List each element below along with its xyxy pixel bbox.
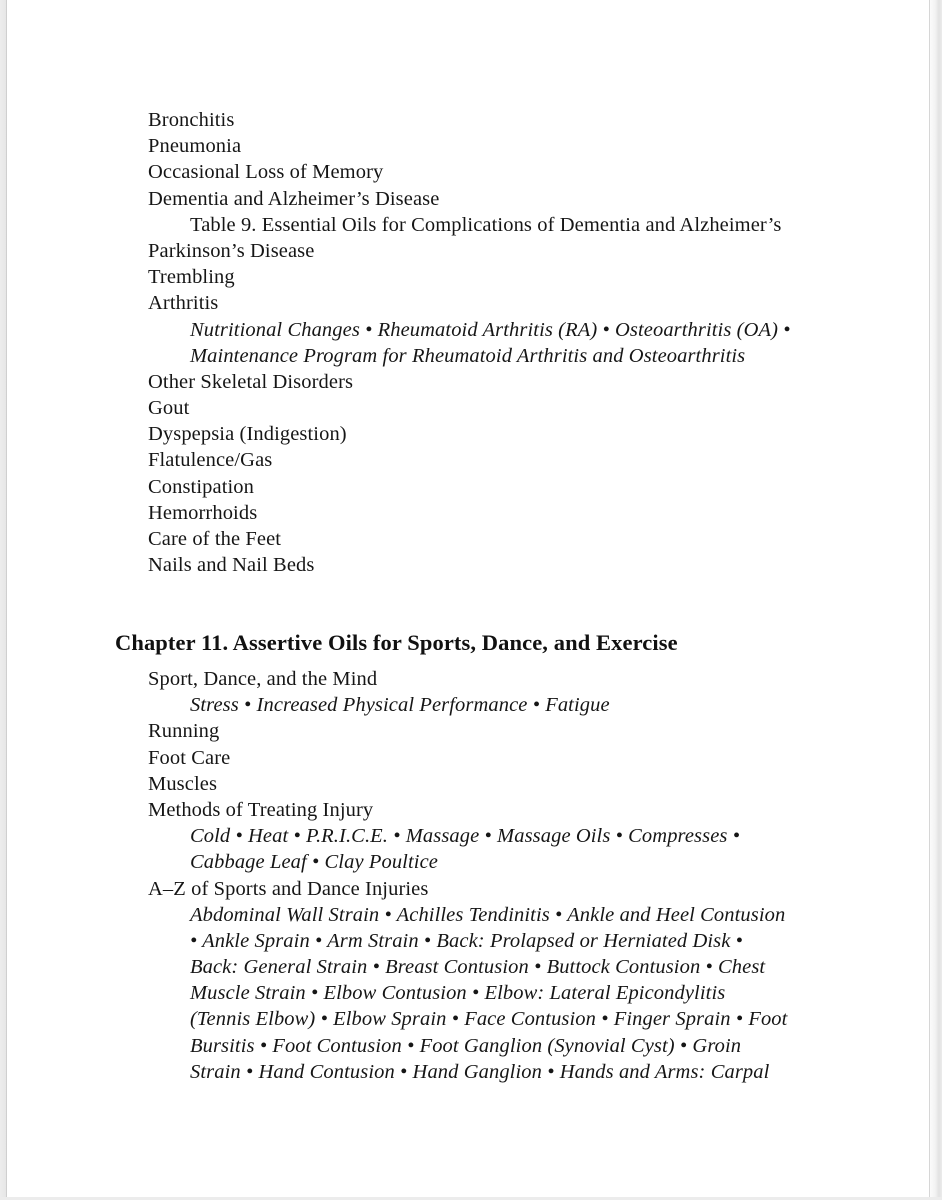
toc-entry: Running — [148, 720, 220, 743]
toc-entry: Foot Care — [148, 746, 231, 769]
toc-entry: Nutritional Changes • Rheumatoid Arthritis (RA) • Osteoarthritis (OA) • — [190, 318, 791, 341]
toc-entry: Gout — [148, 397, 190, 420]
toc-entry: Cold • Heat • P.R.I.C.E. • Massage • Massage Oils • Compresses • — [190, 825, 740, 848]
toc-entry: Strain • Hand Contusion • Hand Ganglion • Hands and Arms: Carpal — [190, 1060, 770, 1083]
chapter-heading: Chapter 11. Assertive Oils for Sports, Dance, and Exercise — [115, 630, 678, 655]
toc-entry: Abdominal Wall Strain • Achilles Tendinitis • Ankle and Heel Contusion — [190, 903, 786, 926]
toc-entry: Stress • Increased Physical Performance • Fatigue — [190, 694, 610, 717]
toc-entry: Table 9. Essential Oils for Complications of Dementia and Alzheimer’s — [190, 213, 782, 236]
toc-entry: Hemorrhoids — [148, 501, 258, 524]
toc-entry: Occasional Loss of Memory — [148, 161, 384, 184]
toc-entry: Bursitis • Foot Contusion • Foot Ganglion (Synovial Cyst) • Groin — [190, 1034, 742, 1057]
toc-entry: Parkinson’s Disease — [148, 239, 315, 262]
toc-entry: • Ankle Sprain • Arm Strain • Back: Prolapsed or Herniated Disk • — [190, 929, 743, 952]
toc-entry: Other Skeletal Disorders — [148, 370, 354, 393]
toc-entry: Dementia and Alzheimer’s Disease — [148, 187, 440, 210]
toc-entry: Dyspepsia (Indigestion) — [148, 423, 347, 446]
toc-entry: Muscle Strain • Elbow Contusion • Elbow: Lateral Epicondylitis — [190, 982, 726, 1005]
toc-entry: Cabbage Leaf • Clay Poultice — [190, 851, 438, 874]
page-left-gutter — [0, 0, 7, 1200]
toc-entry: A–Z of Sports and Dance Injuries — [148, 877, 429, 900]
toc-entry: Nails and Nail Beds — [148, 554, 315, 577]
toc-section-before-chapter — [0, 107, 930, 578]
toc-entry: Bronchitis — [148, 109, 235, 131]
toc-entry: Flatulence/Gas — [148, 449, 273, 472]
toc-section-after-chapter — [0, 666, 930, 1085]
toc-entry: Muscles — [148, 772, 218, 795]
toc-entry: Constipation — [148, 475, 254, 498]
toc-entry: Arthritis — [148, 292, 219, 315]
page-right-gutter — [929, 0, 942, 1200]
toc-entry: Trembling — [148, 266, 235, 289]
toc-entry: Back: General Strain • Breast Contusion • Buttock Contusion • Chest — [190, 956, 766, 979]
toc-entry: Care of the Feet — [148, 528, 282, 550]
toc-entry: Maintenance Program for Rheumatoid Arthritis and Osteoarthritis — [190, 344, 746, 367]
toc-entry: Pneumonia — [148, 135, 242, 158]
toc-entry: Sport, Dance, and the Mind — [148, 668, 378, 690]
toc-entry: Methods of Treating Injury — [148, 798, 374, 821]
toc-entry: (Tennis Elbow) • Elbow Sprain • Face Contusion • Finger Sprain • Foot — [190, 1008, 788, 1031]
